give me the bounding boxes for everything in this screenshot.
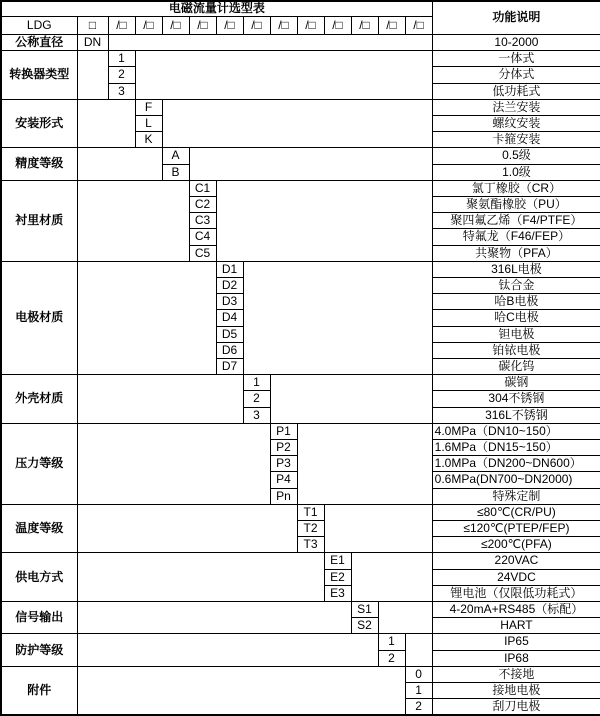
option-code: P1 bbox=[270, 423, 297, 439]
option-desc: IP65 bbox=[432, 634, 600, 650]
option-desc: 碳化钨 bbox=[432, 358, 600, 374]
option-desc: 4-20mA+RS485（标配） bbox=[432, 602, 600, 618]
option-code: 2 bbox=[108, 67, 135, 83]
model-code-slot: /□ bbox=[189, 16, 216, 34]
spacer-cell bbox=[77, 423, 270, 504]
option-desc: 316L电极 bbox=[432, 261, 600, 277]
option-code: P2 bbox=[270, 439, 297, 455]
category-label-diameter: 公称直径 bbox=[1, 34, 77, 50]
option-desc: 卡箍安装 bbox=[432, 132, 600, 148]
option-code: S2 bbox=[351, 618, 378, 634]
category-label-protection: 防护等级 bbox=[1, 634, 77, 666]
option-desc: 1.0MPa（DN200~DN600） bbox=[432, 456, 600, 472]
option-desc: 锂电池（仅限低功耗式） bbox=[432, 585, 600, 601]
option-desc: 4.0MPa（DN10~150） bbox=[432, 423, 600, 439]
option-code: D5 bbox=[216, 326, 243, 342]
option-desc: 碳钢 bbox=[432, 375, 600, 391]
table-title: 电磁流量计选型表 bbox=[1, 1, 432, 16]
spacer-cell bbox=[77, 375, 243, 424]
option-desc: 铂铱电极 bbox=[432, 342, 600, 358]
option-desc: 10-2000 bbox=[432, 34, 600, 50]
option-code: T2 bbox=[297, 521, 324, 537]
category-label-signal: 信号输出 bbox=[1, 602, 77, 634]
model-code-slot: /□ bbox=[135, 16, 162, 34]
option-desc: 刮刀电极 bbox=[432, 699, 600, 715]
option-code: 3 bbox=[243, 407, 270, 423]
model-code-slot: /□ bbox=[405, 16, 432, 34]
model-code-slot: /□ bbox=[243, 16, 270, 34]
spacer-cell bbox=[77, 634, 378, 666]
spacer-cell bbox=[324, 504, 432, 553]
option-code: E2 bbox=[324, 569, 351, 585]
spacer-cell bbox=[77, 553, 324, 602]
model-code-slot: /□ bbox=[108, 16, 135, 34]
model-code-box: □ bbox=[77, 16, 108, 34]
spacer-cell bbox=[405, 634, 432, 666]
option-code: 2 bbox=[243, 391, 270, 407]
option-code: E3 bbox=[324, 585, 351, 601]
category-label-power: 供电方式 bbox=[1, 553, 77, 602]
spacer-cell bbox=[77, 504, 297, 553]
option-desc: ≤200℃(PFA) bbox=[432, 537, 600, 553]
spacer-cell bbox=[108, 34, 432, 50]
model-prefix-label: LDG bbox=[1, 16, 77, 34]
option-code: 1 bbox=[108, 51, 135, 67]
option-code: F bbox=[135, 99, 162, 115]
category-label-lining: 衬里材质 bbox=[1, 180, 77, 261]
option-desc: ≤120℃(PTEP/FEP) bbox=[432, 521, 600, 537]
option-code: Pn bbox=[270, 488, 297, 504]
option-code: D3 bbox=[216, 294, 243, 310]
option-code: T3 bbox=[297, 537, 324, 553]
option-code: L bbox=[135, 115, 162, 131]
model-code-slot: /□ bbox=[324, 16, 351, 34]
option-desc: 法兰安装 bbox=[432, 99, 600, 115]
option-desc: 0.6MPa(DN700~DN2000) bbox=[432, 472, 600, 488]
option-code: 2 bbox=[378, 650, 405, 666]
option-desc: 螺纹安装 bbox=[432, 115, 600, 131]
spacer-cell bbox=[77, 51, 108, 100]
model-code-slot: /□ bbox=[162, 16, 189, 34]
option-code: 1 bbox=[243, 375, 270, 391]
option-desc: 钛合金 bbox=[432, 277, 600, 293]
option-code: P4 bbox=[270, 472, 297, 488]
option-desc: 哈C电极 bbox=[432, 310, 600, 326]
option-desc: 220VAC bbox=[432, 553, 600, 569]
option-code: C2 bbox=[189, 196, 216, 212]
category-label-installation: 安装形式 bbox=[1, 99, 77, 148]
option-desc: 聚氨酯橡胶（PU） bbox=[432, 196, 600, 212]
option-code: 1 bbox=[378, 634, 405, 650]
category-label-converter: 转换器类型 bbox=[1, 51, 77, 100]
option-code: S1 bbox=[351, 602, 378, 618]
option-desc: 24VDC bbox=[432, 569, 600, 585]
option-desc: 钽电极 bbox=[432, 326, 600, 342]
option-code: D6 bbox=[216, 342, 243, 358]
spacer-cell bbox=[77, 180, 189, 261]
spacer-cell bbox=[243, 261, 432, 374]
spacer-cell bbox=[270, 375, 432, 424]
option-code: B bbox=[162, 164, 189, 180]
model-code-slot: /□ bbox=[378, 16, 405, 34]
option-desc: 一体式 bbox=[432, 51, 600, 67]
option-code: D1 bbox=[216, 261, 243, 277]
option-code: 0 bbox=[405, 666, 432, 682]
option-desc: 接地电极 bbox=[432, 683, 600, 699]
option-code: 2 bbox=[405, 699, 432, 715]
category-label-pressure: 压力等级 bbox=[1, 423, 77, 504]
option-code: C4 bbox=[189, 229, 216, 245]
spacer-cell bbox=[351, 553, 432, 602]
option-code: 3 bbox=[108, 83, 135, 99]
option-desc: 聚四氟乙烯（F4/PTFE） bbox=[432, 213, 600, 229]
category-label-accessories: 附件 bbox=[1, 666, 77, 715]
option-desc: HART bbox=[432, 618, 600, 634]
spacer-cell bbox=[135, 51, 432, 100]
spacer-cell bbox=[216, 180, 432, 261]
category-label-accuracy: 精度等级 bbox=[1, 148, 77, 180]
model-code-slot: /□ bbox=[270, 16, 297, 34]
option-desc: 分体式 bbox=[432, 67, 600, 83]
option-desc: 氯丁橡胶（CR） bbox=[432, 180, 600, 196]
model-code-slot: /□ bbox=[351, 16, 378, 34]
option-desc: IP68 bbox=[432, 650, 600, 666]
option-code: P3 bbox=[270, 456, 297, 472]
option-desc: 特氟龙（F46/FEP） bbox=[432, 229, 600, 245]
option-desc: 1.6MPa（DN15~150） bbox=[432, 439, 600, 455]
spacer-cell bbox=[77, 602, 351, 634]
model-code-slot: /□ bbox=[216, 16, 243, 34]
option-desc: 共聚物（PFA） bbox=[432, 245, 600, 261]
spacer-cell bbox=[297, 423, 432, 504]
option-code: D2 bbox=[216, 277, 243, 293]
option-code: A bbox=[162, 148, 189, 164]
option-desc: 316L不锈钢 bbox=[432, 407, 600, 423]
function-column-header: 功能说明 bbox=[432, 1, 600, 34]
spacer-cell bbox=[77, 666, 405, 715]
option-desc: 低功耗式 bbox=[432, 83, 600, 99]
option-code: D7 bbox=[216, 358, 243, 374]
option-code: C3 bbox=[189, 213, 216, 229]
spacer-cell bbox=[162, 99, 432, 148]
option-code: C5 bbox=[189, 245, 216, 261]
option-code: DN bbox=[77, 34, 108, 50]
spacer-cell bbox=[189, 148, 432, 180]
option-desc: ≤80℃(CR/PU) bbox=[432, 504, 600, 520]
option-desc: 不接地 bbox=[432, 666, 600, 682]
spacer-cell bbox=[77, 148, 162, 180]
option-desc: 1.0级 bbox=[432, 164, 600, 180]
option-code: C1 bbox=[189, 180, 216, 196]
spacer-cell bbox=[77, 261, 216, 374]
category-label-temperature: 温度等级 bbox=[1, 504, 77, 553]
option-code: T1 bbox=[297, 504, 324, 520]
option-desc: 304不锈钢 bbox=[432, 391, 600, 407]
category-label-electrode: 电极材质 bbox=[1, 261, 77, 374]
option-desc: 哈B电极 bbox=[432, 294, 600, 310]
option-code: 1 bbox=[405, 683, 432, 699]
spacer-cell bbox=[77, 99, 135, 148]
option-code: K bbox=[135, 132, 162, 148]
option-desc: 特殊定制 bbox=[432, 488, 600, 504]
option-desc: 0.5级 bbox=[432, 148, 600, 164]
option-code: E1 bbox=[324, 553, 351, 569]
model-code-slot: /□ bbox=[297, 16, 324, 34]
category-label-housing: 外壳材质 bbox=[1, 375, 77, 424]
option-code: D4 bbox=[216, 310, 243, 326]
spacer-cell bbox=[378, 602, 432, 634]
